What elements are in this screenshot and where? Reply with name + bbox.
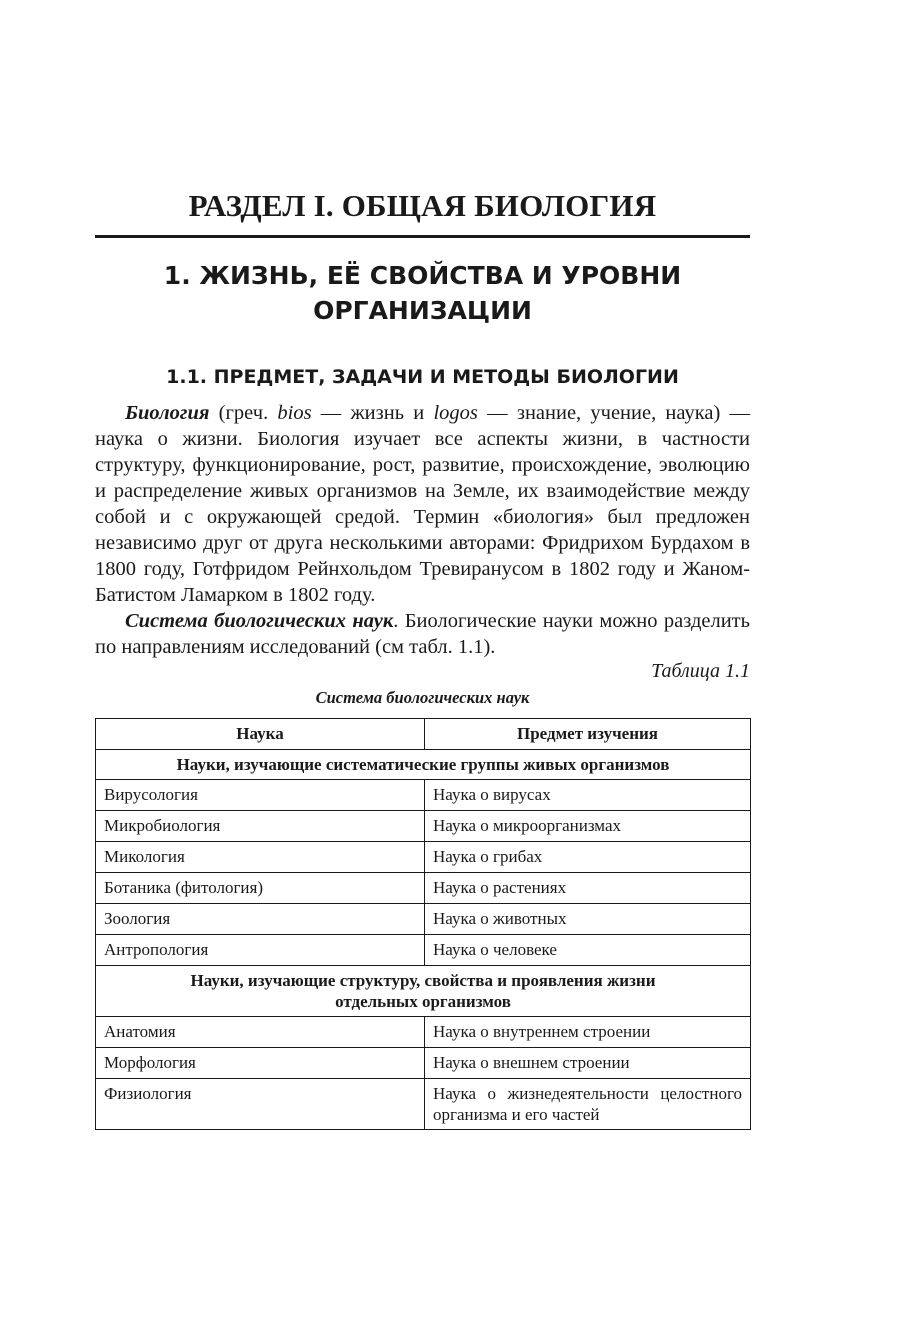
text-fragment: . Биологические науки можно разделить по направлениям исследований (см табл. 1.1). xyxy=(95,610,750,658)
group-heading: Науки, изучающие систематические группы живых организмов xyxy=(96,750,751,780)
science-subject: Наука о внутреннем строении xyxy=(425,1017,751,1048)
science-name: Микробиология xyxy=(96,811,425,842)
science-name: Физиология xyxy=(96,1079,425,1130)
term-biology: Биология xyxy=(125,402,210,424)
table-row xyxy=(96,842,751,873)
group-heading-line1: Науки, изучающие структуру, свойства и проявления жизни xyxy=(190,971,656,990)
table-row xyxy=(96,935,751,966)
science-subject: Наука о человеке xyxy=(425,935,751,966)
text-fragment: — знание, учение, наука) — наука о жизни. Биология изучает все аспекты жизни, в частности структуру, функционирование, рост, развитие, происхождение, эволюцию и распределение живых организмов на Земле, их взаимодействие между собой и с окружающей средой. Термин «биология» был предложен независимо друг от друга несколькими авторами: Фридрихом Бурдахом в 1800 году, Готфридом Рейнхольдом Тревиранусом в 1802 году и Жаном-Батистом Ламарком в 1802 году. xyxy=(95,402,750,606)
science-subject: Наука о растениях xyxy=(425,873,751,904)
group-heading-line2: отдельных организмов xyxy=(335,992,511,1011)
section-title: 1.1. ПРЕДМЕТ, ЗАДАЧИ И МЕТОДЫ БИОЛОГИИ xyxy=(166,366,679,388)
table-row xyxy=(96,1079,751,1130)
science-name: Вирусология xyxy=(96,780,425,811)
table-body xyxy=(96,750,751,1130)
chapter-title-line1: 1. ЖИЗНЬ, ЕЁ СВОЙСТВА И УРОВНИ xyxy=(163,261,682,290)
science-subject: Наука о жизнедеятельности целостного организма и его частей xyxy=(425,1079,751,1130)
table-row xyxy=(96,1048,751,1079)
table-row xyxy=(96,811,751,842)
table-row xyxy=(96,1017,751,1048)
text-fragment: (греч. xyxy=(209,402,278,424)
science-name: Зоология xyxy=(96,904,425,935)
table-row xyxy=(96,873,751,904)
header-science: Наука xyxy=(96,719,425,750)
science-subject: Наука о грибах xyxy=(425,842,751,873)
paragraph-science-system xyxy=(95,608,750,660)
sciences-table xyxy=(95,718,751,1130)
paragraph-biology-definition xyxy=(95,400,750,608)
science-name: Анатомия xyxy=(96,1017,425,1048)
word-bios: bios xyxy=(277,402,312,424)
part-title: РАЗДЕЛ I. ОБЩАЯ БИОЛОГИЯ xyxy=(188,188,657,223)
chapter-title-line2: ОРГАНИЗАЦИИ xyxy=(313,296,532,325)
science-name: Ботаника (фитология) xyxy=(96,873,425,904)
table-row xyxy=(96,904,751,935)
text-fragment: — жизнь и xyxy=(311,402,434,424)
science-name: Микология xyxy=(96,842,425,873)
term-science-system: Система биологических наук xyxy=(125,610,394,632)
science-subject: Наука о животных xyxy=(425,904,751,935)
word-logos: logos xyxy=(433,402,478,424)
table-header-row xyxy=(96,719,751,750)
science-name: Антропология xyxy=(96,935,425,966)
science-subject: Наука о внешнем строении xyxy=(425,1048,751,1079)
science-subject: Наука о вирусах xyxy=(425,780,751,811)
title-divider xyxy=(95,235,750,238)
science-subject: Наука о микроорганизмах xyxy=(425,811,751,842)
group-heading xyxy=(96,966,751,1017)
group-row xyxy=(96,966,751,1017)
science-name: Морфология xyxy=(96,1048,425,1079)
header-subject: Предмет изучения xyxy=(425,719,751,750)
table-row xyxy=(96,780,751,811)
chapter-title xyxy=(95,258,750,328)
group-row xyxy=(96,750,751,780)
table-caption: Система биологических наук xyxy=(315,688,530,707)
table-label: Таблица 1.1 xyxy=(651,660,750,682)
